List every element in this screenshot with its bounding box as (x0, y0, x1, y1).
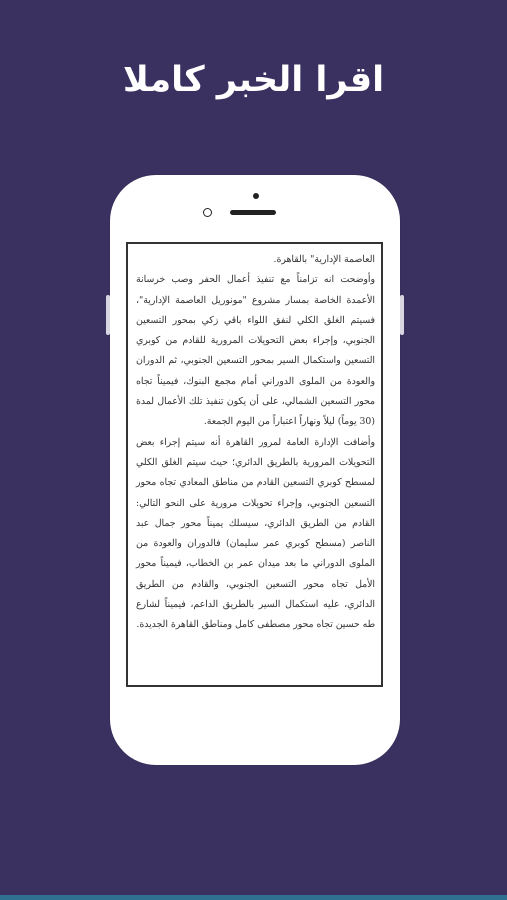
phone-side-button-right (400, 295, 404, 335)
earpiece-speaker-icon (230, 210, 276, 215)
article-paragraph: وأضافت الإدارة العامة لمرور القاهرة أنه سيتم إجراء بعض التحويلات المرورية بالطريق الدائري؛ حيث سيتم الغلق الكلي لمسطح كوبري التسعين القادم من مناطق المعادي تجاه محور التسعين الجنوبي، وإجراء تحويلات مرورية على النحو التالي: القادم من الطريق الدائري، سيسلك يميناً محور جمال عبد الناصر (مسطح كوبري عمر سليمان) فالدوران والعودة من الملوى الدوراني ما بعد ميدان عمر بن الخطاب، فيميناً محور الأمل تجاه محور التسعين الجنوبي، والقادم من الطريق الدائري، عليه استكمال السير بالطريق الداعم، فيميناً لشارع طه حسين تجاه محور مصطفى كامل ومناطق القاهرة الجديدة. (136, 436, 375, 631)
article-paragraph: العاصمة الإدارية" بالقاهرة. (273, 254, 375, 265)
phone-side-button-left (106, 295, 110, 335)
phone-mockup (110, 175, 400, 765)
news-article (128, 244, 381, 640)
sensor-dot-icon (253, 193, 259, 199)
front-camera-icon (203, 208, 212, 217)
bottom-strip (0, 895, 507, 900)
promo-headline: اقرا الخبر كاملا (122, 60, 385, 100)
article-paragraph: وأوضحت انه تزامناً مع تنفيذ أعمال الحفر وصب خرسانة الأعمدة الخاصة بمسار مشروع "مونوريل العاصمة الإدارية"، فسيتم الغلق الكلي لنفق اللواء باقي زكي بمحور التسعين الجنوبي، وإجراء بعض التحويلات المرورية للقادم من كوبري التسعين واستكمال السير بمحور التسعين الجنوبي، ثم الدوران والعودة من الملوى الدوراني أمام مجمع البنوك، فيميناً تجاه محور التسعين الشمالي، على أن يكون تنفيذ تلك الأعمال لمدة (30 يوماً) ليلاً ونهاراً اعتباراً من اليوم الجمعة. (136, 274, 375, 428)
phone-screen[interactable] (126, 242, 383, 687)
